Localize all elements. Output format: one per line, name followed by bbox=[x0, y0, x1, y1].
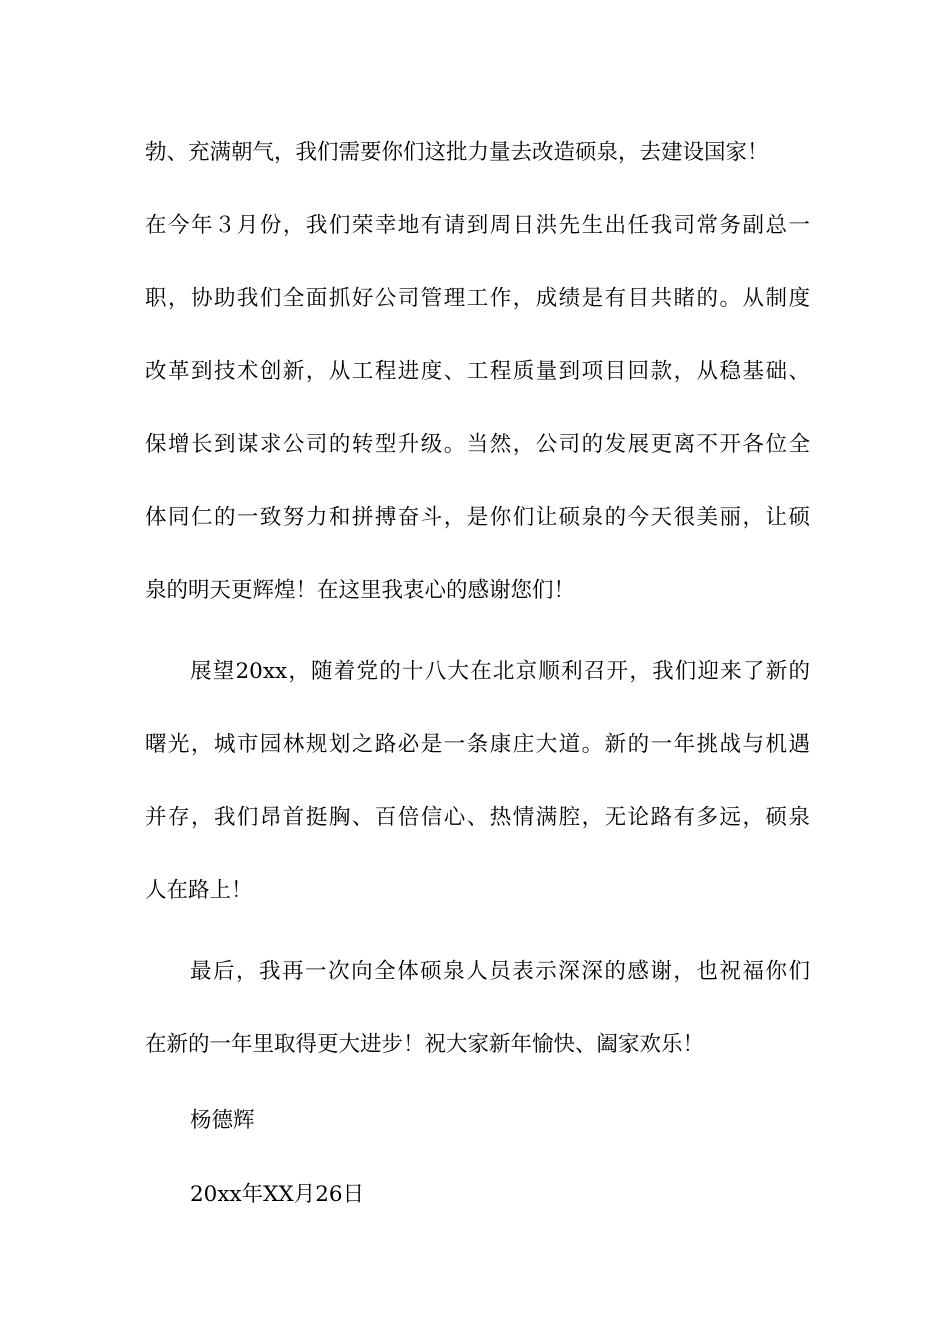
paragraph-line: 勃、充满朝气，我们需要你们这批力量去改造硕泉，去建设国家！ bbox=[145, 140, 769, 165]
paragraph-line: 体同仁的一致努力和拼搏奋斗，是你们让硕泉的今天很美丽，让硕 bbox=[145, 505, 810, 530]
paragraph-line: 在今年３月份，我们荣幸地有请到周日洪先生出任我司常务副总一 bbox=[145, 213, 810, 238]
paragraph-line: 展望20xx，随着党的十八大在北京顺利召开，我们迎来了新的 bbox=[190, 659, 810, 684]
paragraph-line: 职，协助我们全面抓好公司管理工作，成绩是有目共睹的。从制度 bbox=[145, 286, 810, 311]
signature-date: 20xx年XX月26日 bbox=[190, 1182, 365, 1207]
paragraph-line: 在新的一年里取得更大进步！祝大家新年愉快、阖家欢乐！ bbox=[145, 1032, 705, 1057]
signature-name: 杨德辉 bbox=[190, 1108, 255, 1133]
paragraph-line: 并存，我们昂首挺胸、百倍信心、热情满腔，无论路有多远，硕泉 bbox=[145, 805, 810, 830]
paragraph-line: 改革到技术创新，从工程进度、工程质量到项目回款，从稳基础、 bbox=[145, 359, 810, 384]
paragraph-line: 泉的明天更辉煌！在这里我衷心的感谢您们！ bbox=[145, 578, 576, 603]
paragraph-line: 人在路上！ bbox=[145, 878, 253, 903]
paragraph-line: 曙光，城市园林规划之路必是一条康庄大道。新的一年挑战与机遇 bbox=[145, 732, 810, 757]
paragraph-line: 最后，我再一次向全体硕泉人员表示深深的感谢，也祝福你们 bbox=[190, 959, 810, 984]
paragraph-line: 保增长到谋求公司的转型升级。当然，公司的发展更离不开各位全 bbox=[145, 432, 810, 457]
